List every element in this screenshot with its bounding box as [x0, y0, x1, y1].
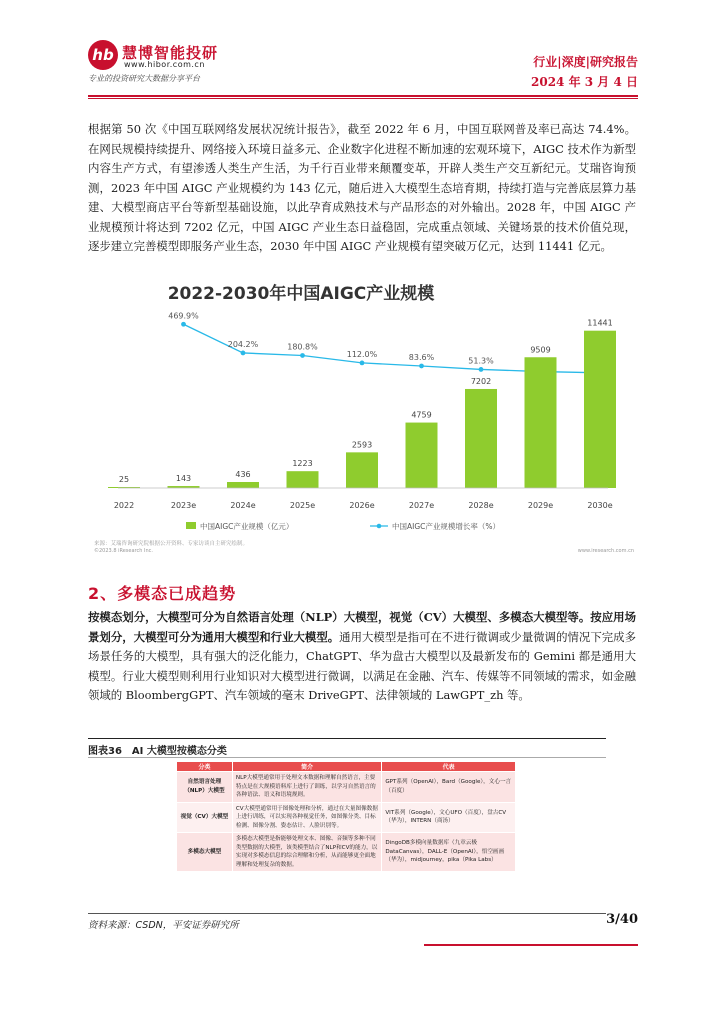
header-divider-thin	[88, 98, 638, 99]
chart-growth-label: 180.8%	[287, 342, 318, 352]
chart-bar	[287, 471, 319, 488]
chart-bar-value: 7202	[470, 376, 492, 386]
chart-bar	[584, 331, 616, 488]
chart-bar-value: 11441	[587, 318, 613, 328]
legend-bar-swatch	[186, 522, 196, 529]
chart-growth-label: 469.9%	[168, 311, 199, 321]
chart-canvas	[88, 275, 636, 553]
header-divider	[88, 95, 638, 97]
page-number: 3/40	[606, 912, 638, 927]
chart-bar	[227, 482, 259, 488]
chart-bar-value: 436	[235, 470, 251, 480]
row-description: CV大模型通常用于图像处理和分析，通过在大量图像数据上进行训练，可以实现各种视觉任务，如图像分类、目标检测、图像分割、姿态估计、人脸识别等。	[232, 802, 381, 833]
chart-growth-point	[360, 361, 365, 366]
table-row	[177, 802, 516, 833]
chart-x-tick-label: 2025e	[289, 501, 316, 510]
chart-title: 2022-2030年中国AIGC产业规模	[167, 284, 435, 304]
brand-url: www.hibor.com.cn	[124, 60, 205, 69]
table-row	[177, 833, 516, 872]
column-header-description: 简介	[232, 762, 381, 772]
aigc-market-chart	[88, 275, 636, 553]
chart-x-tick-label: 2023e	[170, 501, 197, 510]
chart-bar-value: 4759	[411, 410, 432, 420]
chart-bar	[346, 452, 378, 488]
legend-bar-label: 中国AIGC产业规模（亿元）	[200, 522, 294, 531]
chart-growth-point	[479, 367, 484, 372]
column-header-representatives: 代表	[382, 762, 516, 772]
logo-icon: hb	[88, 40, 118, 70]
chart-legend	[186, 521, 500, 531]
legend-line-marker	[377, 524, 382, 529]
row-representatives: VIT系列（Google），文心UFO（百度），盘古CV（华为），INTERN（商汤）	[382, 802, 516, 833]
row-category: 自然语言处理（NLP）大模型	[177, 772, 233, 803]
chart-x-tick-label: 2028e	[468, 501, 494, 510]
row-representatives: DingoDB多模向量数据库（九章云极DataCanvas），DALL-E（OpenAI），悟空画画（华为），midjourney，pika（Pika Labs）	[382, 833, 516, 872]
column-header-category: 分类	[177, 762, 233, 772]
chart-x-tick-label: 2029e	[527, 501, 554, 510]
report-type: 行业|深度|研究报告	[533, 55, 638, 69]
modality-table	[176, 761, 516, 872]
row-description: NLP大模型通常用于处理文本数据和理解自然语言，主要特点是在大规模语料库上进行了训练，以学习自然语言的各种语法、语义和语境规则。	[232, 772, 381, 803]
chart-bar-value: 25	[118, 475, 130, 484]
chart-bar-value: 1223	[292, 459, 313, 469]
modality-paragraph-rest: 通用大模型是指可在不进行微调或少量微调的情况下完成多场景任务的大模型，具有强大的泛化能力，ChatGPT、华为盘古大模型以及最新发布的 Gemini 都是通用大模型。行业大模型则利用行业知识对大模型进行微调，以满足在金融、汽车、传媒等不同领域的需求，如金融领域的 BloombergGPT、汽车领域的毫末 DriveGPT、法律领域的 LawGPT_zh 等。	[88, 629, 636, 702]
chart-growth-point	[300, 353, 305, 358]
chart-bar-value: 2593	[351, 440, 373, 450]
chart-growth-label: 204.2%	[227, 339, 259, 349]
row-category: 视觉（CV）大模型	[177, 802, 233, 833]
figure-label	[88, 742, 227, 757]
figure-top-rule	[88, 738, 606, 739]
brand-slogan: 专业的投资研究大数据分享平台	[88, 74, 200, 83]
row-description: 多模态大模型是指能够处理文本、图像、音频等多种不同类型数据的大模型，该类模型结合了NLP和CV的能力，以实现对多模态信息的综合理解和分析，从而能够更全面地理解和处理复杂的数据。	[232, 833, 381, 872]
row-representatives: GPT系列（OpenAI），Bard（Google），文心一言（百度）	[382, 772, 516, 803]
legend-line-label: 中国AIGC产业规模增长率（%）	[392, 522, 501, 531]
chart-x-tick-label: 2022	[113, 501, 135, 510]
brand-name: 慧博智能投研	[122, 44, 219, 62]
table-row	[177, 772, 516, 803]
chart-bar	[406, 423, 438, 488]
report-meta	[531, 52, 638, 92]
chart-bar-value: 9509	[530, 345, 551, 355]
modality-paragraph-bold: 按模态划分，大模型可分为自然语言处理（NLP）大模型，视觉（CV）大模型、多模态大模型等。按应用场景划分，大模型可分为通用大模型和行业大模型。	[88, 610, 636, 644]
chart-site: www.iresearch.com.cn	[577, 548, 634, 553]
chart-growth-point	[419, 364, 424, 369]
chart-growth-label: 112.0%	[346, 349, 378, 359]
chart-bar	[465, 389, 497, 488]
chart-bar	[525, 357, 557, 488]
report-date: 2024 年 3 月 4 日	[531, 75, 638, 89]
chart-source: 来源：艾瑞咨询研究院根据公开资料、专家访谈自主研究绘制。	[94, 541, 249, 547]
intro-paragraph: 根据第 50 次《中国互联网络发展状况统计报告》，截至 2022 年 6 月，中国互联网普及率已高达 74.4%。在网民规模持续提升、网络接入环境日益多元、企业数字化进程不断加速的宏观环境下，AIGC 技术作为新型内容生产方式，有望渗透人类生产生活，为千行百业带来颠覆变革，开辟人类生产交互新纪元。艾瑞咨询预测，2023 年中国 AIGC 产业规模约为 143 亿元，随后进入大模型生态培育期，持续打造与完善底层算力基建、大模型商店平台等新型基础设施，以此孕育成熟技术与产品形态的对外输出。2028 年，中国 AIGC 产业规模预计将达到 7202 亿元，中国 AIGC 产业生态日益稳固，完成重点领域、关键场景的技术价值兑现，逐步建立完善模型即服务产业生态，2030 年中国 AIGC 产业规模有望突破万亿元，达到 11441 亿元。	[88, 122, 636, 253]
chart-growth-point	[181, 322, 186, 327]
footer-rule	[88, 913, 606, 914]
chart-growth-point	[241, 351, 246, 356]
chart-x-tick-label: 2027e	[408, 501, 435, 510]
row-category: 多模态大模型	[177, 833, 233, 872]
table-header-row	[177, 762, 516, 772]
chart-growth-label: 51.3%	[468, 356, 494, 366]
modality-paragraph	[88, 608, 636, 706]
figure-source: 资料来源：CSDN，平安证券研究所	[88, 920, 239, 931]
chart-copyright: ©2023.8 iResearch Inc.	[94, 548, 153, 553]
chart-growth-label: 83.6%	[408, 352, 435, 362]
brand-logo	[88, 40, 248, 88]
figure-number: 图表36	[88, 746, 122, 757]
section-title: 2、多模态已成趋势	[88, 584, 237, 603]
chart-bar-value: 143	[175, 474, 192, 484]
chart-x-tick-label: 2024e	[230, 501, 256, 510]
chart-x-tick-label: 2026e	[349, 501, 375, 510]
footer-accent-rule	[424, 944, 638, 946]
figure-title: AI 大模型按模态分类	[131, 746, 227, 757]
chart-x-tick-label: 2030e	[587, 501, 613, 510]
figure-title-rule	[88, 757, 606, 758]
